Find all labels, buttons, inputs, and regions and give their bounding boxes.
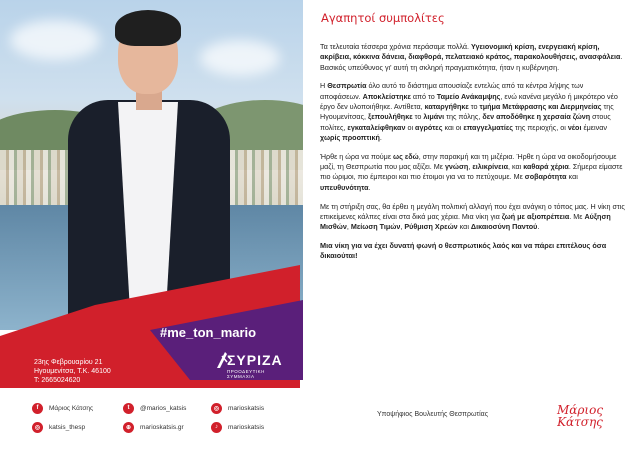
address-line-1: 23ης Φεβρουαρίου 21 [34,359,103,366]
social-link-website[interactable] [123,420,184,434]
candidate-title: Υποψήφιος Βουλευτής Θεσπρωτίας [377,411,489,418]
candidate-signature [540,404,620,428]
social-link-label: marioskatsis [228,423,265,431]
party-logo [213,350,293,380]
social-links [0,388,303,452]
social-link-instagram-secondary[interactable] [32,420,85,434]
social-link-label: Μάριος Κάτσης [49,404,94,412]
letter-body [320,42,626,270]
letter-paragraph-4: Με τη στήριξη σας, θα έρθει η μεγάλη πολιτική αλλαγή που έχει ανάγκη ο τόπος μας. Η νίκη στις επικείμενες κάλπες είναι στα δικά μας χέρια. Μια νίκη για ζωή με αξιοπρέπεια. Με Αύξηση Μισθών, Μείωση Τιμών, Ρύθμιση Χρεών και Δικαιοσύνη Παντού. [320,201,625,232]
signature-first-name: Μάριος [556,403,604,417]
social-link-label: marioskatsis [228,404,265,412]
letter-paragraph-1: Τα τελευταία τέσσερα χρόνια περάσαμε πολλά. Υγειονομική κρίση, ενεργειακή κρίση, ακρίβεια, κόκκινα δάνεια, διαφθορά, πελατειακό κράτος, παρακολουθήσεις, ανασφάλεια. Βασικός υπεύθυνος γι' αυτή τη σκληρή πραγματικότητα, ήταν η κυβέρνηση. [320,42,623,72]
social-link-instagram[interactable] [211,401,264,415]
signature-last-name: Κάτσης [557,415,603,429]
instagram-icon: ◎ [32,422,43,433]
letter-closing-statement: Μια νίκη για να έχει δυνατή φωνή ο θεσπρωτικός λαός και να πάρει επιτέλους όσα δικαιούται! [320,241,607,261]
sky-cloud [200,40,280,76]
letter-greeting: Αγαπητοί συμπολίτες [321,11,445,25]
address-line-2: Ηγουμενίτσα, Τ.Κ. 46100 [34,368,111,375]
letter-paragraph-3: Ήρθε η ώρα να πούμε ως εδώ, στην παρακμή και τη μιζέρια. Ήρθε η ώρα να οικοδομήσουμε μαζί, τη Θεσπρωτία που μας αξίζει. Με γνώση, ειλικρίνεια, και καθαρά χέρια. Σήμερα είμαστε πιο ώριμοι, πιο έμπειροι και πιο έτοιμοι για να το πετύχουμε. Με σοβαρότητα και υπευθυνότητα. [320,151,623,192]
instagram-icon: ◎ [211,403,222,414]
twitter-icon: t [123,403,134,414]
party-subtitle: ΠΡΟΟΔΕΥΤΙΚΗ ΣΥΜΜΑΧΙΑ [227,369,265,379]
campaign-hashtag: #me_ton_mario [160,325,257,340]
social-link-twitter[interactable] [123,401,186,415]
website-icon: ⊕ [123,422,134,433]
social-link-label: katsis_thesp [49,423,86,431]
social-link-label: @marios_katsis [140,404,187,412]
candidate-hair [115,10,181,46]
party-name: ΣΥΡΙΖΑ [227,352,283,368]
office-address [34,358,111,385]
address-phone: Τ: 2665024620 [34,377,81,384]
social-link-facebook[interactable] [32,401,93,415]
sky-cloud [10,20,100,60]
social-link-tiktok[interactable] [211,420,264,434]
social-link-label: marioskatsis.gr [140,423,184,431]
letter-paragraph-2: Η Θεσπρωτία όλο αυτό το διάστημα απουσίαζε εντελώς από τα κέντρα λήψης των αποφάσεων. Αποκλείστηκε από το Ταμείο Ανάκαμψης, ενώ κανένα μεγάλο ή μικρότερο νέο έργο δεν υλοποιήθηκε. Αντίθετα, καταργήθηκε το τμήμα Μετάφρασης και Διερμηνείας της Ηγουμενίτσας, ξεπουλήθηκε το λιμάνι της πόλης, δεν αποδόθηκε η χερσαία ζώνη στους πολίτες, εγκαταλείφθηκαν οι αγρότες και οι επαγγελματίες της περιοχής, οι νέοι έμειναν χωρίς προοπτική. [320,81,618,142]
facebook-icon: f [32,403,43,414]
tiktok-icon: ♪ [211,422,222,433]
